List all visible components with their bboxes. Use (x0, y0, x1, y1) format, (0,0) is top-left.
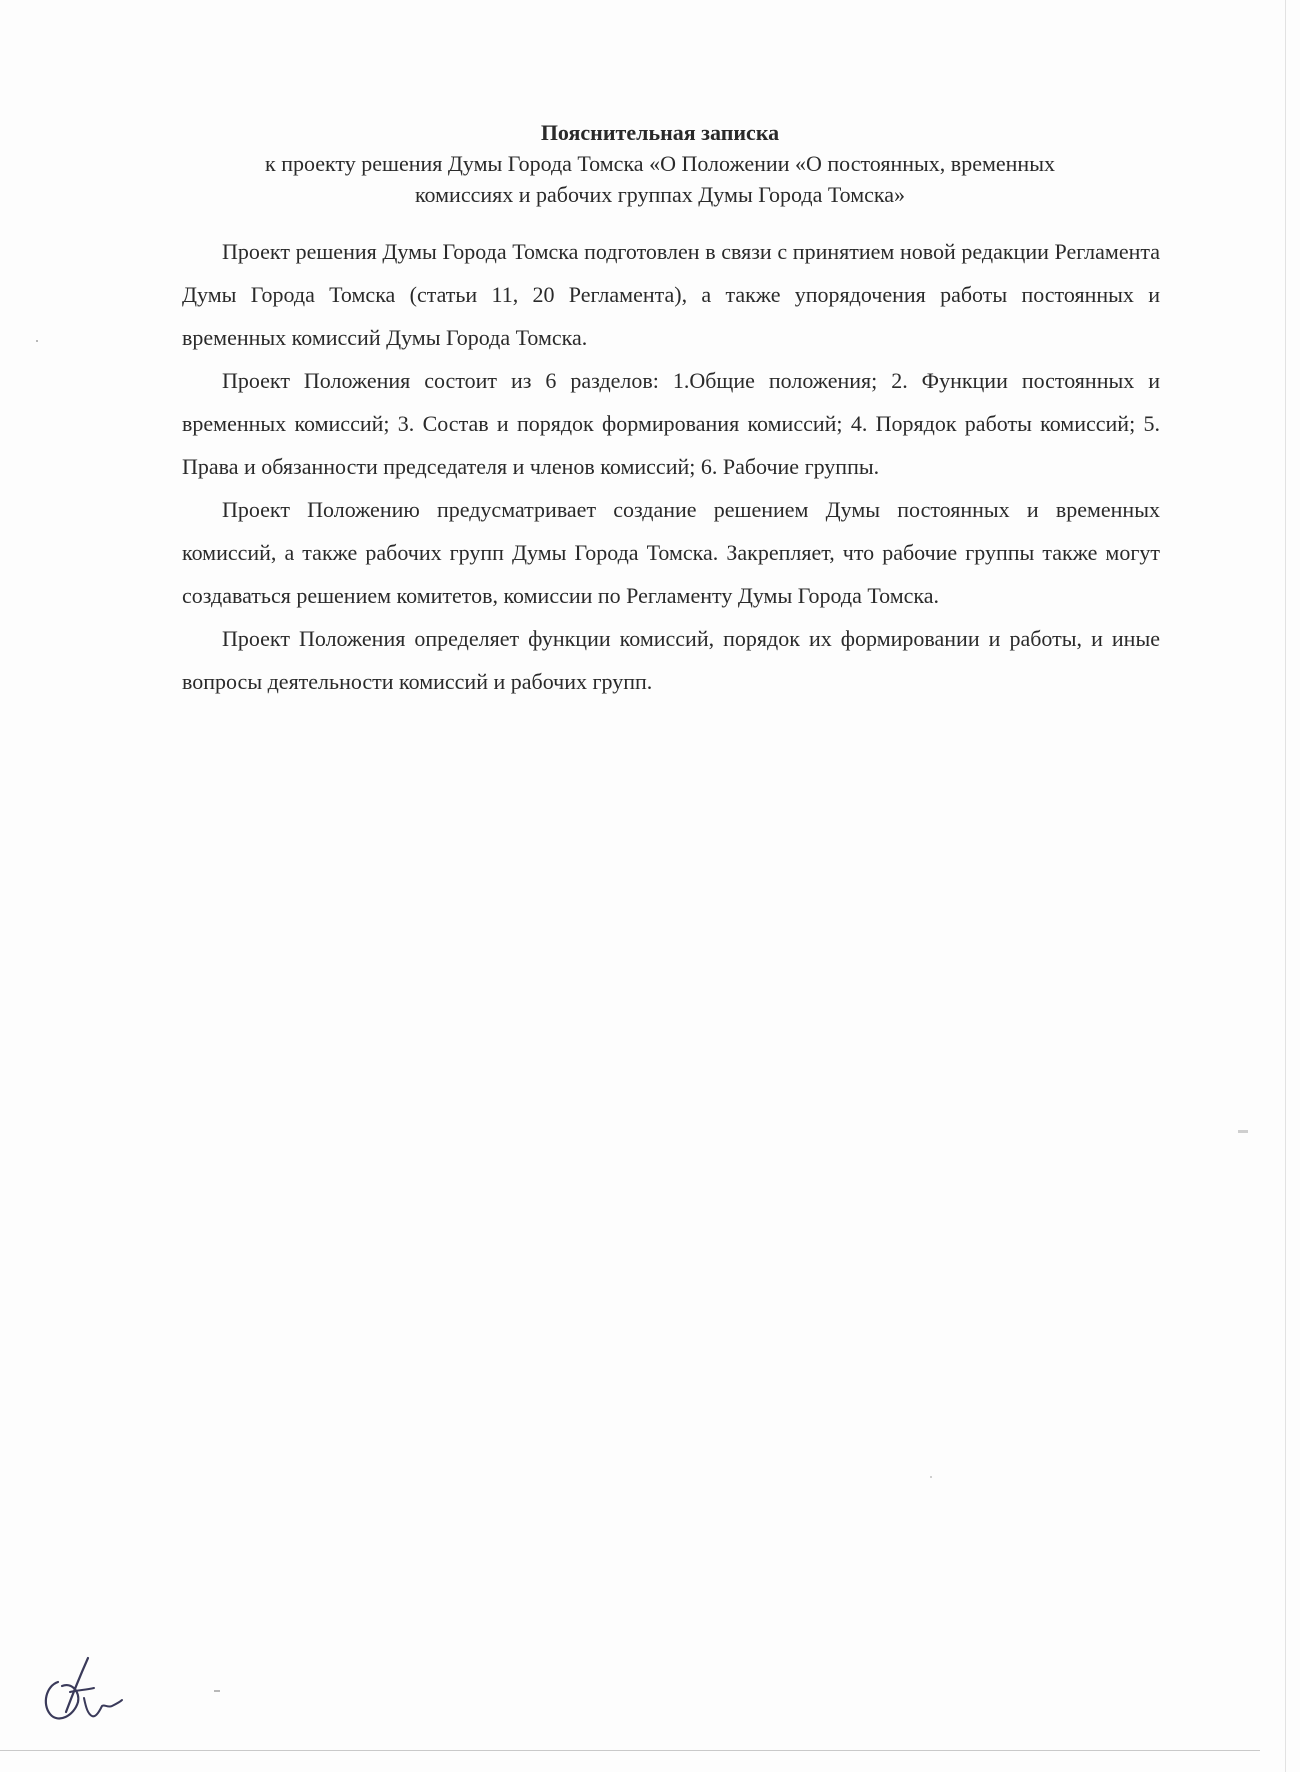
paragraph-4: Проект Положения определяет функции комиссий, порядок их формировании и работы, и иные вопросы деятельности комиссий и рабочих групп. (182, 626, 1160, 694)
paragraph-1: Проект решения Думы Города Томска подготовлен в связи с принятием новой редакции Регламента Думы Города Томска (статьи 11, 20 Регламента), а также упорядочения работы постоянных и временных комиссий Думы Города Томска. (182, 239, 1160, 350)
document-subtitle-line-1: к проекту решения Думы Города Томска «О Положении «О постоянных, временных (265, 151, 1055, 176)
page-bottom-rule (0, 1750, 1260, 1751)
document-title: Пояснительная записка (540, 120, 780, 145)
scan-edge (1285, 0, 1286, 1772)
document-header (180, 118, 1140, 210)
scan-speck (36, 340, 38, 342)
scan-speck (930, 1476, 932, 1478)
document-subtitle-line-2: комиссиях и рабочих группах Думы Города Томска» (414, 182, 905, 207)
scan-speck (214, 1690, 220, 1692)
document-body (182, 230, 1160, 703)
paragraph-3: Проект Положению предусматривает создание решением Думы постоянных и временных комиссий, а также рабочих групп Думы Города Томска. Закрепляет, что рабочие группы также могут создаваться решением комитетов, комиссии по Регламенту Думы Города Томска. (182, 497, 1160, 608)
paragraph-2: Проект Положения состоит из 6 разделов: 1.Общие положения; 2. Функции постоянных и временных комиссий; 3. Состав и порядок формирования комиссий; 4. Порядок работы комиссий; 5. Права и обязанности председателя и членов комиссий; 6. Рабочие группы. (182, 368, 1160, 479)
scan-speck (1238, 1130, 1248, 1133)
signature-initials-icon (36, 1652, 126, 1728)
